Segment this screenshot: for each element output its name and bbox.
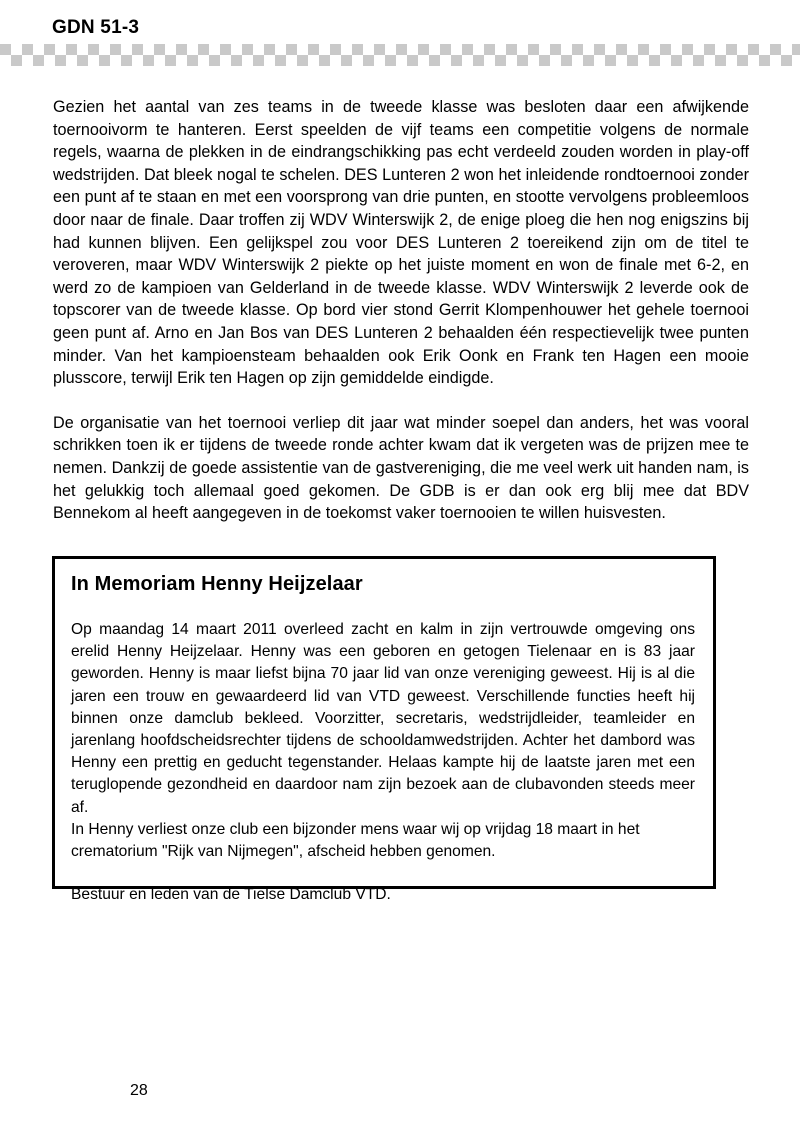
in-memoriam-paragraph-2: In Henny verliest onze club een bijzonder mens waar wij op vrijdag 18 maart in het crematorium "Rijk van Nijmegen", afscheid hebben genomen. — [71, 820, 640, 861]
in-memoriam-content — [55, 559, 713, 916]
body-paragraph-2: De organisatie van het toernooi verliep dit jaar wat minder soepel dan anders, het was vooral schrikken toen ik er tijdens de tweede ronde achter kwam dat ik vergeten was de prijzen mee te nemen. Dankzij de goede assistentie van de gastvereniging, die me veel werk uit handen nam, is het gelukkig toch allemaal goed gekomen. De GDB is er dan ook erg blij mee dat BDV Bennekom al heeft aangegeven in de toekomst vaker toernooien te willen huisvesten. — [53, 413, 749, 523]
checkerboard-divider — [0, 44, 800, 66]
body-paragraph-1: Gezien het aantal van zes teams in de tweede klasse was besloten daar een afwijkende toernooivorm te hanteren. Eerst speelden de vijf teams een competitie volgens de normale regels, waarna de plekken in de eindrangschikking pas echt verdeeld zouden worden in play-off wedstrijden. Dat bleek nogal te schelen. DES Lunteren 2 won het inleidende rondtoernooi zonder een punt af te staan en met een voorsprong van drie punten, en stootte vervolgens probleemloos door naar de finale. Daar troffen zij WDV Winterswijk 2, de enige ploeg die hen nog enigszins bij had kunnen blijven. Een gelijkspel zou voor DES Lunteren 2 toereikend zijn om de titel te veroveren, maar WDV Winterswijk 2 piekte op het juiste moment en won de finale met 6-2, en werd zo de kampioen van Gelderland in de tweede klasse. WDV Winterswijk 2 leverde ook de topscorer van de tweede klasse. Op bord vier stond Gerrit Klompenhouwer het gehele toernooi geen punt af. Arno en Jan Bos van DES Lunteren 2 behaalden één respectievelijk twee punten minder. Van het kampioensteam behaalden ook Erik Oonk en Frank ten Hagen een mooie plusscore, terwijl Erik ten Hagen op zijn gemiddelde eindigde. — [53, 98, 749, 388]
checkerboard-row-bottom — [0, 55, 800, 66]
page-title: GDN 51-3 — [52, 17, 140, 38]
checkerboard-row-top — [0, 44, 800, 55]
in-memoriam-signature: Bestuur en leden van de Tielse Damclub VTD. — [71, 886, 391, 904]
page-header — [0, 0, 800, 70]
in-memoriam-box — [52, 556, 716, 904]
in-memoriam-paragraph-1: Op maandag 14 maart 2011 overleed zacht en kalm in zijn vertrouwde omgeving ons erelid Henny Heijzelaar. Henny was een geboren en getogen Tielenaar en is 83 jaar geworden. Henny is maar liefst bijna 70 jaar lid van onze vereniging geweest. Hij is al die jaren een trouw en gewaardeerd lid van VTD geweest. Verschillende functies heeft hij binnen onze damclub bekleed. Voorzitter, secretaris, wedstrijdleider, teamleider en jarenlang hoofdscheidsrechter tijdens de schooldamwedstrijden. Achter het dambord was Henny een prettig en geducht tegenstander. Helaas kampte hij de laatste jaren met een teruglopende gezondheid en daardoor nam zijn bezoek aan de clubavonden steeds meer af. — [71, 621, 695, 816]
in-memoriam-heading: In Memoriam Henny Heijzelaar — [71, 573, 363, 595]
article-body — [53, 96, 749, 525]
page-number: 28 — [130, 1082, 148, 1099]
